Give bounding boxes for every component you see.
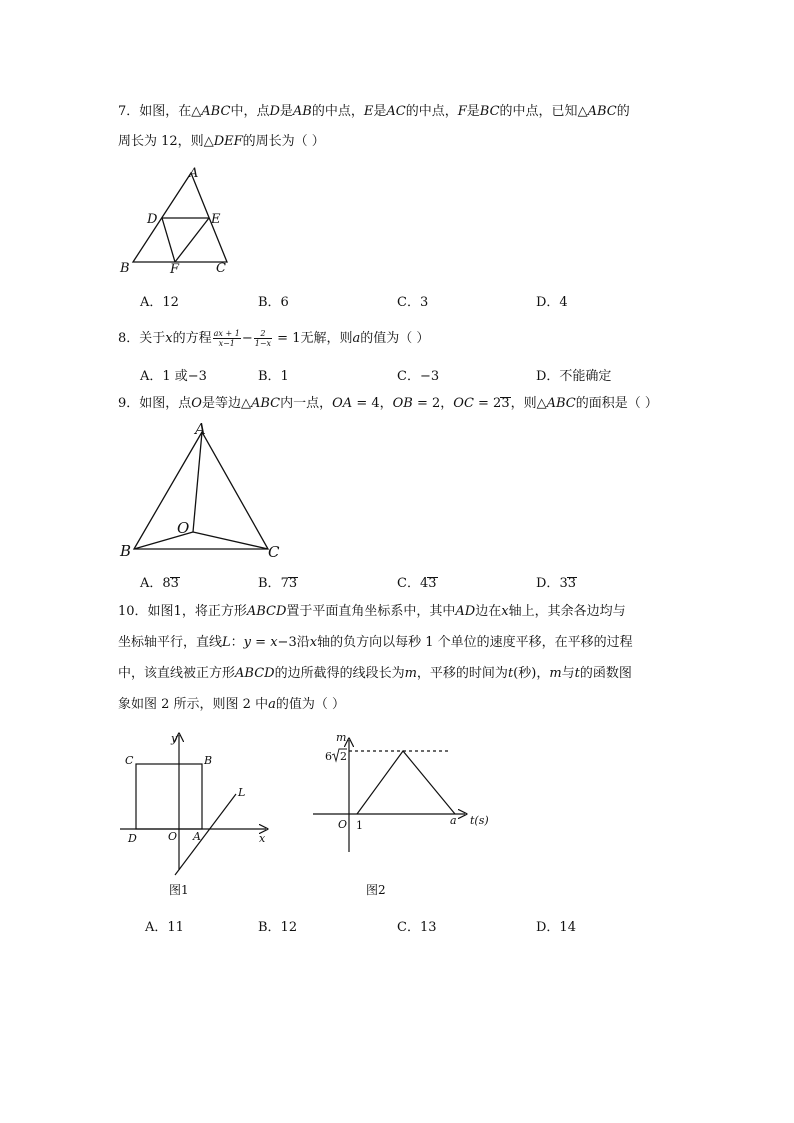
math-token: △	[203, 134, 214, 149]
q8-frac1-den: x−1	[218, 339, 235, 348]
q10-figure-1	[120, 730, 280, 900]
q7-option-a[interactable]: A．12	[140, 295, 179, 310]
q7-stem-line2	[118, 133, 325, 151]
q10-stem-line3	[118, 665, 632, 683]
fig2-peak-coef: 6	[325, 750, 332, 763]
text-run: 是	[466, 104, 480, 119]
fig2-label-a: a	[450, 814, 457, 827]
fig1-label-L: L	[238, 786, 246, 799]
math-token: t	[574, 666, 580, 681]
q7-label-F: F	[170, 262, 180, 277]
math-token: ABC	[201, 104, 231, 119]
math-token: D	[269, 104, 280, 119]
q7-option-d[interactable]: D．4	[536, 295, 568, 310]
math-token: x	[309, 635, 318, 650]
q9-label-C: C	[268, 543, 280, 561]
text-run: 如图，点	[139, 396, 192, 411]
q9-number: 9．	[118, 396, 140, 411]
q7-label-D: D	[147, 212, 158, 227]
q8-option-d[interactable]: D．不能确定	[536, 369, 612, 384]
fig1-label-D: D	[128, 832, 137, 845]
text-run: = 4，	[352, 396, 393, 411]
q9-label-O: O	[177, 519, 190, 537]
q8-fraction-2	[254, 329, 272, 348]
text-run: 的函数图	[579, 666, 632, 681]
q8-var-a: a	[352, 331, 361, 346]
text-run: 的中点，	[405, 104, 458, 119]
text-run: 的	[616, 104, 630, 119]
text-run: 内一点，	[280, 396, 333, 411]
fig2-label-t: t(s)	[470, 814, 489, 827]
q8-text-before: 关于	[139, 331, 166, 346]
q10-option-c[interactable]: C．13	[397, 920, 437, 935]
text-run: ，平移的时间为	[416, 666, 508, 681]
q9-option-a-rad: 3	[170, 576, 179, 591]
text-run: =	[251, 635, 271, 650]
math-token: AD	[455, 604, 476, 619]
q9-option-d-coef: 3	[559, 576, 568, 591]
q7-stem-line1	[118, 103, 630, 121]
q8-option-c[interactable]: C．−3	[397, 369, 440, 384]
q9-option-b-label: B．	[258, 576, 281, 591]
q8-stem	[118, 329, 429, 348]
math-token: △	[191, 104, 202, 119]
q10-number: 10．	[118, 604, 148, 619]
text-run: 周长为 12，则	[118, 134, 204, 149]
math-token: ABCD	[235, 666, 275, 681]
q9-option-d-label: D．	[536, 576, 560, 591]
q10-option-d[interactable]: D．14	[536, 920, 576, 935]
math-token: △	[577, 104, 588, 119]
text-run: ：	[230, 635, 244, 650]
math-token: O	[191, 396, 202, 411]
q8-var-x: x	[165, 331, 173, 346]
math-token: y	[243, 635, 252, 650]
q7-option-c[interactable]: C．3	[397, 295, 429, 310]
q9-option-c-label: C．	[397, 576, 420, 591]
text-run: 轴的负方向以每秒 1 个单位的速度平移，在平移的过程	[317, 635, 633, 650]
fig2-caption: 图2	[366, 883, 386, 897]
q9-option-b-coef: 7	[280, 576, 289, 591]
q9-option-d-rad: 3	[567, 576, 576, 591]
q9-label-B: B	[120, 542, 132, 560]
math-token: DEF	[213, 134, 243, 149]
q7-figure	[115, 165, 245, 275]
text-run: ，则	[510, 396, 537, 411]
math-token: x	[270, 635, 278, 650]
text-run: 边在	[475, 604, 502, 619]
q9-stem-tail	[511, 396, 658, 411]
q9-label-A: A	[195, 420, 206, 438]
q10-option-a[interactable]: A．11	[145, 920, 184, 935]
fig1-label-y: y	[171, 732, 178, 745]
q8-fraction-1	[213, 329, 241, 348]
q8-option-a[interactable]: A．1 或−3	[140, 369, 207, 384]
text-run: 是	[279, 104, 293, 119]
text-run: 是	[373, 104, 387, 119]
math-token: L	[222, 635, 231, 650]
text-run: = 2	[473, 396, 502, 411]
q10-stem-line1	[118, 603, 626, 621]
math-token: BC	[479, 104, 500, 119]
q9-sqrt: 3	[501, 396, 510, 411]
fig2-label-m: m	[336, 731, 347, 744]
q9-option-b-rad: 3	[288, 576, 298, 591]
math-token: △	[536, 396, 547, 411]
q7-label-A: A	[189, 166, 199, 181]
q10-stem-line2	[118, 634, 633, 652]
q10-option-b[interactable]: B．12	[258, 920, 298, 935]
math-token: △	[240, 396, 251, 411]
math-token: m	[549, 666, 562, 681]
q8-text-end: 的值为（ ）	[360, 331, 430, 346]
fig2-label-one: 1	[356, 819, 363, 832]
q9-stem-runs	[139, 396, 501, 411]
math-token: OB	[392, 396, 413, 411]
q9-option-c[interactable]	[397, 572, 438, 591]
q9-stem	[118, 395, 658, 413]
text-run: 置于平面直角坐标系中，其中	[286, 604, 456, 619]
text-run: = 2，	[412, 396, 454, 411]
math-token: E	[363, 104, 374, 119]
q7-label-E: E	[211, 212, 221, 227]
fig1-label-A: A	[193, 830, 201, 843]
text-run: 轴上，其余各边均与	[508, 604, 626, 619]
text-run: 中，点	[230, 104, 270, 119]
q8-number: 8．	[118, 331, 140, 346]
math-token: m	[404, 666, 417, 681]
q7-label-C: C	[216, 261, 226, 276]
text-run: 如图1，将正方形	[147, 604, 247, 619]
q8-frac2-den: 1−x	[254, 339, 272, 348]
q9-option-a-coef: 8	[162, 576, 171, 591]
text-run: (秒)，	[513, 666, 550, 681]
text-run: 的边所截得的线段长为	[274, 666, 405, 681]
q8-option-b[interactable]: B．1	[258, 369, 289, 384]
q7-label-B: B	[120, 261, 130, 276]
math-token: ABC	[546, 396, 576, 411]
q8-text-after: 无解，则	[300, 331, 353, 346]
text-run: 是等边	[201, 396, 241, 411]
q8-frac1-num: ax + 1	[213, 329, 240, 338]
math-token: F	[457, 104, 467, 119]
q9-option-a[interactable]	[140, 572, 180, 591]
math-token: t	[507, 666, 514, 681]
fig1-label-B: B	[204, 754, 213, 767]
fig1-label-C: C	[125, 754, 134, 767]
math-token: AB	[292, 104, 312, 119]
q9-option-c-coef: 4	[419, 576, 429, 591]
fig2-label-O: O	[338, 818, 348, 831]
fig2-peak-rad: 2	[340, 750, 347, 763]
text-run: 中，该直线被正方形	[118, 666, 236, 681]
text-run: 坐标轴平行，直线	[118, 635, 223, 650]
q9-option-d[interactable]	[536, 572, 577, 591]
text-run: 与	[561, 666, 575, 681]
text-run: 如图，在	[139, 104, 192, 119]
q10-figure-2	[305, 730, 505, 900]
q8-frac2-num: 2	[254, 329, 272, 339]
text-run: 的面积是（ ）	[575, 396, 658, 411]
q9-option-a-label: A．	[140, 576, 163, 591]
math-token: ABC	[587, 104, 617, 119]
text-run: −3沿	[277, 635, 310, 650]
fig1-label-O: O	[168, 830, 178, 843]
text-run: 象如图 2 所示，则图 2 中	[118, 697, 269, 712]
fig1-label-x: x	[259, 832, 266, 845]
q10-stem-line4	[118, 696, 345, 714]
fig1-caption: 图1	[169, 883, 189, 897]
text-run: 的中点，	[311, 104, 364, 119]
math-token: ABCD	[246, 604, 287, 619]
text-run: 的中点，已知	[499, 104, 578, 119]
q8-equals-one: = 1	[273, 331, 301, 346]
q8-text-mid: 的方程	[172, 331, 212, 346]
q9-option-b[interactable]	[258, 572, 298, 591]
math-token: x	[501, 604, 509, 619]
text-run: 的周长为（ ）	[242, 134, 325, 149]
q7-number: 7．	[118, 104, 140, 119]
q10-line1-runs	[148, 604, 626, 619]
q9-option-c-rad: 3	[428, 576, 437, 591]
math-token: a	[268, 697, 276, 712]
q9-figure	[118, 420, 288, 560]
q8-minus: −	[241, 331, 253, 346]
text-run: 的值为（ ）	[275, 697, 345, 712]
math-token: ABC	[250, 396, 281, 411]
math-token: AC	[386, 104, 406, 119]
q7-option-b[interactable]: B．6	[258, 295, 289, 310]
math-token: OA	[332, 396, 353, 411]
math-token: OC	[453, 396, 474, 411]
